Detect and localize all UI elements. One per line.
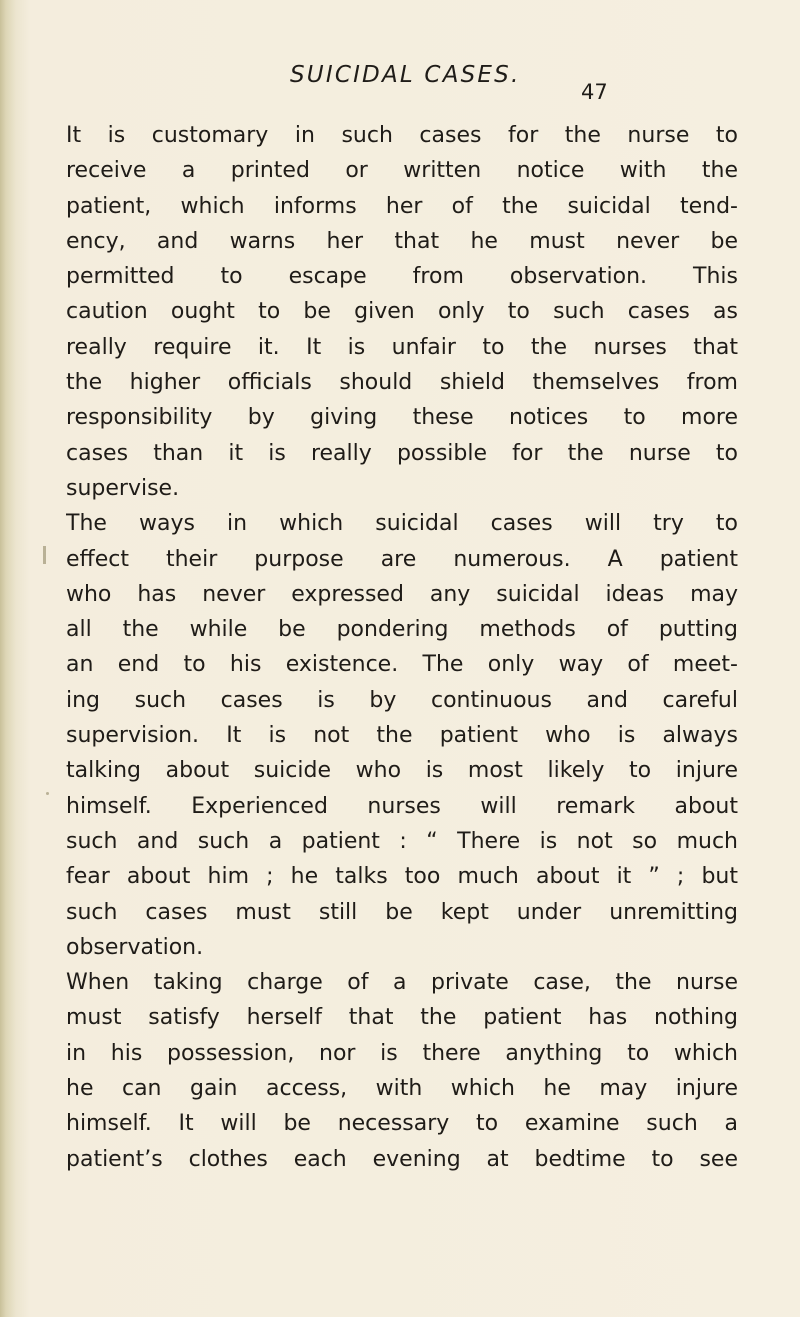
text-line: receive a printed or written notice with the [66,158,738,184]
text-line: such cases must still be kept under unremitting [66,899,738,925]
text-line: such and such a patient : “ There is not so much [66,828,738,854]
page-number: 47 [581,80,608,104]
body-text [66,118,738,1177]
text-line: talking about suicide who is most likely to injure [66,758,738,784]
text-line: himself. Experienced nurses will remark about [66,793,738,819]
text-line: supervision. It is not the patient who is always [66,723,738,749]
text-line: observation. [66,934,204,960]
text-line: responsibility by giving these notices to more [66,405,738,431]
running-title: SUICIDAL CASES. [290,62,521,88]
text-line: an end to his existence. The only way of meet- [66,652,738,678]
text-line: himself. It will be necessary to examine such a [66,1111,738,1137]
text-line: permitted to escape from observation. This [66,264,738,290]
text-line: fear about him ; he talks too much about it ” ; but [66,864,738,890]
text-line: It is customary in such cases for the nurse to [66,123,738,148]
text-line: effect their purpose are numerous. A patient [66,546,738,572]
text-line: who has never expressed any suicidal ideas may [66,581,738,607]
text-line: supervise. [66,475,180,501]
text-line: When taking charge of a private case, the nurse [66,970,738,996]
text-line: patient’s clothes each evening at bedtime to see [66,1146,738,1172]
text-line: really require it. It is unfair to the nurses that [66,334,738,360]
text-line: ing such cases is by continuous and careful [66,687,738,713]
text-line: must satisfy herself that the patient has nothing [66,1005,738,1031]
text-line: in his possession, nor is there anything to which [66,1040,738,1066]
text-line: The ways in which suicidal cases will try to [66,511,738,537]
text-line: caution ought to be given only to such cases as [66,299,738,325]
text-line: all the while be pondering methods of putting [66,617,738,643]
text-line: patient, which informs her of the suicidal tend- [66,193,738,219]
running-head [0,62,800,106]
margin-dot [46,792,49,795]
margin-mark [43,546,46,564]
text-line: ency, and warns her that he must never be [66,228,738,254]
text-line: he can gain access, with which he may injure [66,1076,738,1102]
text-line: the higher officials should shield themselves from [66,370,738,396]
text-line: cases than it is really possible for the nurse to [66,440,738,466]
